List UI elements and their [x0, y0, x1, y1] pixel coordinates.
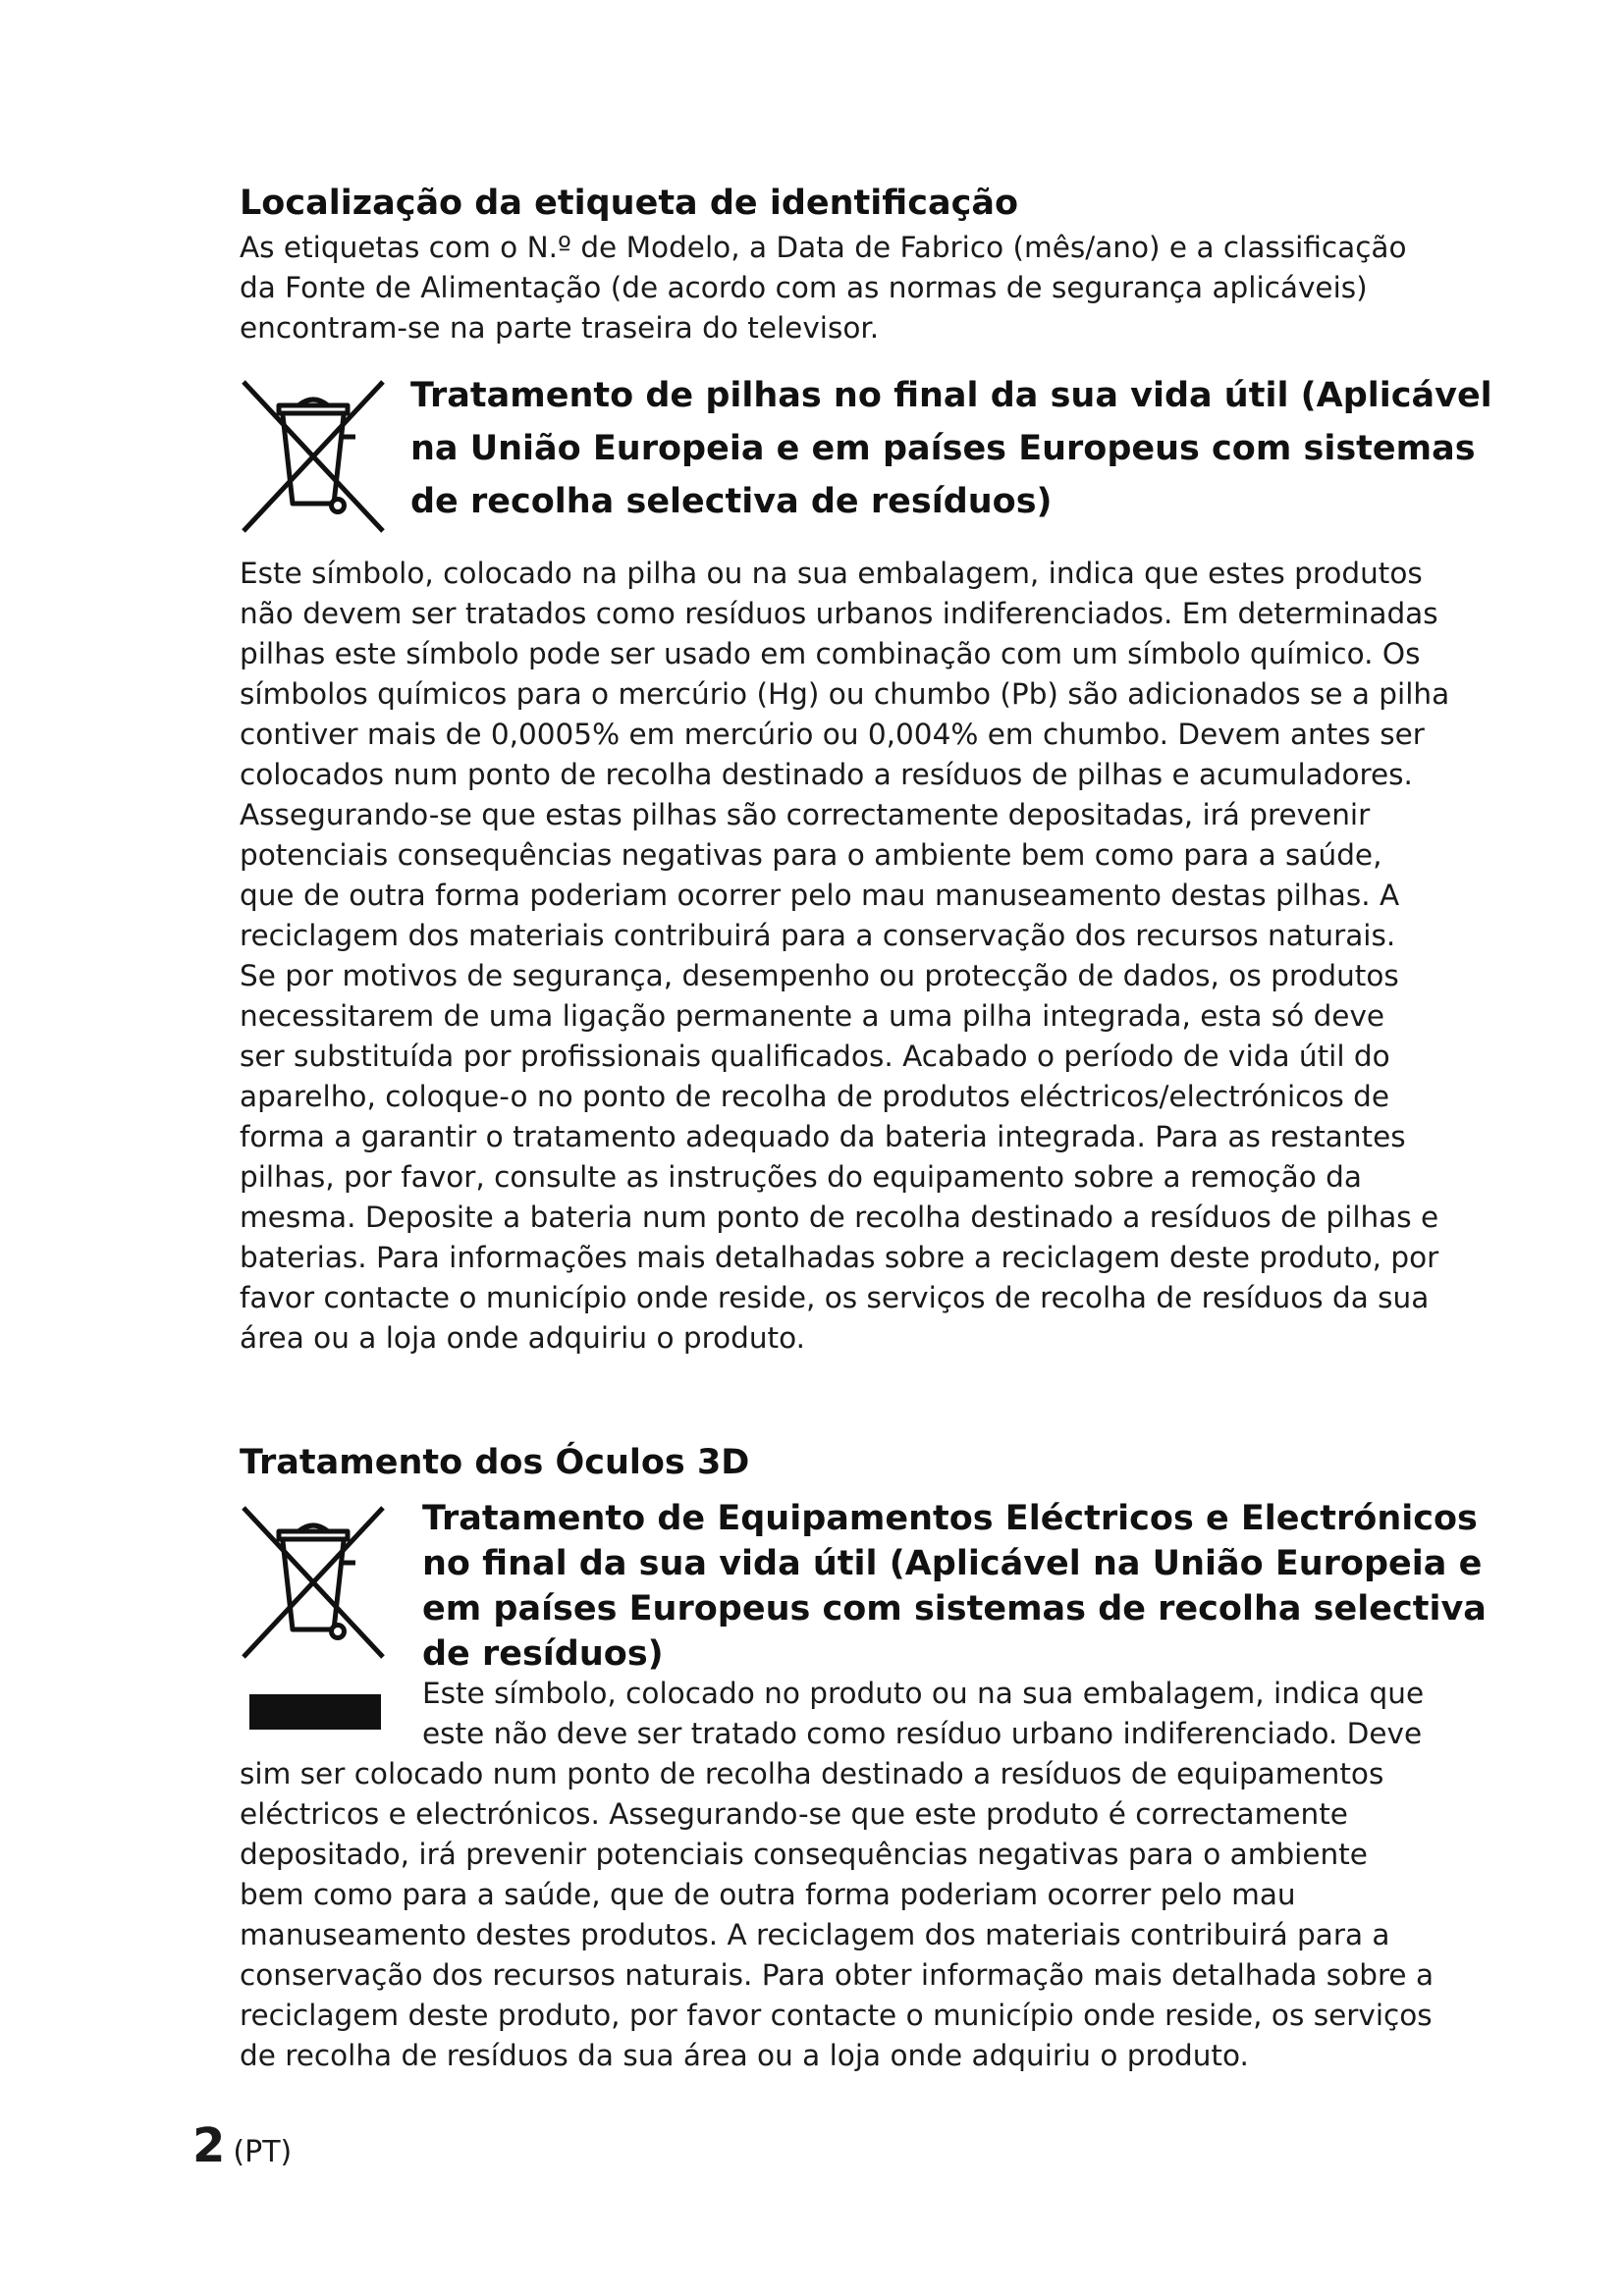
section-heading-3d-glasses: Tratamento dos Óculos 3D — [240, 1443, 750, 1482]
page-footer — [192, 2118, 292, 2173]
section-body-intro-weee-disposal: Este símbolo, colocado no produto ou na sua embalagem, indica que este não deve ser tratado como resíduo urbano indiferenciado. Deve — [422, 1677, 1425, 1750]
separate-collection-bar — [249, 1694, 381, 1730]
section-body-battery-disposal: Este símbolo, colocado na pilha ou na sua embalagem, indica que estes produtos não devem ser tratados como resíduos urbanos indiferenciados. Em determinadas pilhas este símbolo pode ser usado em combinação com um símbolo químico. Os símbolos químicos para o mercúrio (Hg) ou chumbo (Pb) são adicionados se a pilha contiver mais de 0,0005% em mercúrio ou 0,004% em chumbo. Devem antes ser colocados num ponto de recolha destinado a resíduos de pilhas e acumuladores. Assegurando-se que estas pilhas são correctamente depositadas, irá prevenir potenciais consequências negativas para o ambiente bem como para a saúde, que de outra forma poderiam ocorrer pelo mau manuseamento destas pilhas. A reciclagem dos materiais contribuirá para a conservação dos recursos naturais. Se por motivos de segurança, desempenho ou protecção de dados, os produtos necessitarem de uma ligação permanente a uma pilha integrada, esta só deve ser substituída por profissionais qualificados. Acabado o período de vida útil do aparelho, coloque-o no ponto de recolha de produtos eléctricos/electrónicos de forma a garantir o tratamento adequado da bateria integrada. Para as restantes pilhas, por favor, consulte as instruções do equipamento sobre a remoção da mesma. Deposite a bateria num ponto de recolha destinado a resíduos de pilhas e baterias. Para informações mais detalhadas sobre a reciclagem deste produto, por favor contacte o município onde reside, os serviços de recolha de resíduos da sua área ou a loja onde adquiriu o produto. — [240, 557, 1450, 1355]
page-number: 2 — [192, 2118, 226, 2173]
crossed-out-wheelie-bin-icon — [240, 378, 387, 535]
section-title-weee-disposal: Tratamento de Equipamentos Eléctricos e Electrónicos no final da sua vida útil (Aplicável na União Europeia e em países Europeus com sistemas de recolha selectiva de resíduos) — [422, 1499, 1487, 1674]
section-title-identification-label: Localização da etiqueta de identificação — [240, 184, 1018, 223]
section-title-battery-disposal: Tratamento de pilhas no final da sua vida útil (Aplicável na União Europeia e em países Europeus com sistemas de recolha selectiva de resíduos) — [410, 376, 1492, 521]
crossed-out-wheelie-bin-with-bar-icon — [240, 1504, 387, 1661]
section-body-weee-disposal: sim ser colocado num ponto de recolha destinado a resíduos de equipamentos eléctricos e electrónicos. Assegurando-se que este produto é correctamente depositado, irá prevenir potenciais consequências negativas para o ambiente bem como para a saúde, que de outra forma poderiam ocorrer pelo mau manuseamento destes produtos. A reciclagem dos materiais contribuirá para a conservação dos recursos naturais. Para obter informação mais detalhada sobre a reciclagem deste produto, por favor contacte o município onde reside, os serviços de recolha de resíduos da sua área ou a loja onde adquiriu o produto. — [240, 1757, 1435, 2072]
language-code: (PT) — [233, 2135, 293, 2169]
section-body-identification-label: As etiquetas com o N.º de Modelo, a Data de Fabrico (mês/ano) e a classificação da Fonte de Alimentação (de acordo com as normas de segurança aplicáveis) encontram-se na parte traseira do televisor. — [240, 231, 1407, 345]
